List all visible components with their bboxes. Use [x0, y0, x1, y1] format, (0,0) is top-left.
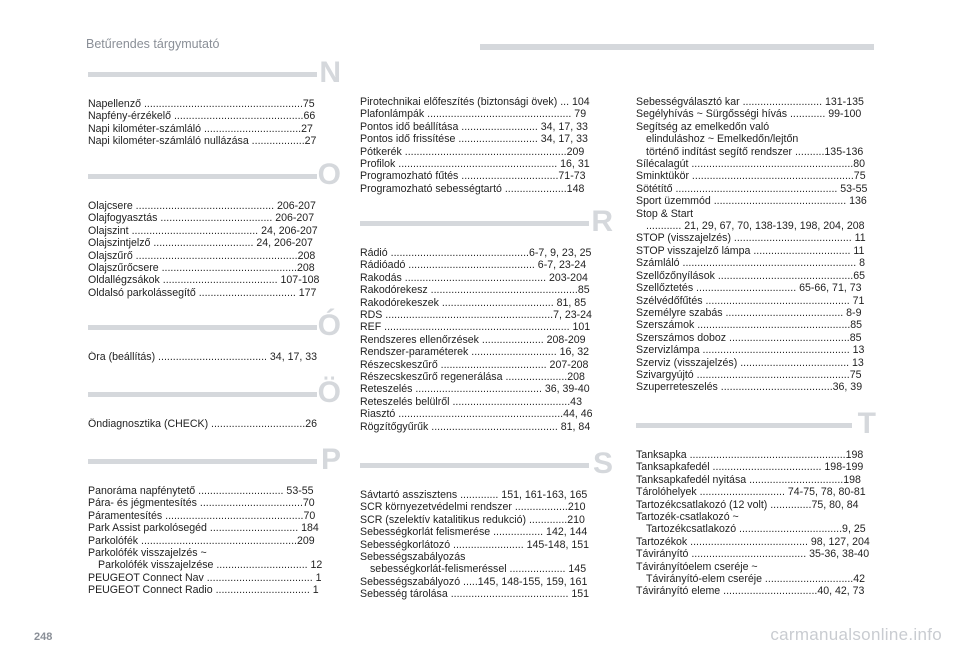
section-n	[88, 56, 343, 148]
index-entry: STOP visszajelző lámpa ................................. 11	[636, 244, 865, 257]
index-entry: Távirányító-elem cseréje ..............................42	[646, 573, 866, 586]
index-entry: Tanksapkafedél nyitása ................................198	[636, 473, 861, 486]
index-entry: Szivargyújtó ....................................................75	[636, 368, 862, 381]
index-entry: Rendszer-paraméterek ............................. 16, 32	[360, 346, 590, 359]
index-entries	[88, 351, 343, 363]
section-letter: O	[317, 158, 341, 191]
section-header	[88, 376, 343, 418]
header-decorative-bar	[480, 44, 874, 50]
index-entry: Sötétítő ....................................................... 53-55	[636, 182, 868, 195]
index-entry: Szerszámos doboz .........................................85	[636, 331, 862, 344]
index-entry: Tárolóhelyek ............................. 74-75, 78, 80-81	[636, 486, 866, 499]
index-entries	[88, 200, 343, 299]
index-entry: SCR környezetvédelmi rendszer ..................210	[360, 501, 586, 514]
index-entry: Profilok ...................................................... 16, 31	[360, 158, 590, 171]
index-entry: Tartozék-csatlakozó ~	[636, 511, 739, 524]
index-entry: Sílécalagút .......................................................80	[636, 158, 866, 171]
index-entry: Rögzítőgyűrűk ........................................... 81, 84	[360, 420, 591, 433]
section-divider	[88, 72, 317, 77]
index-entry: Rádióadó ........................................... 6-7, 23-24	[360, 259, 587, 272]
index-entry: RDS .........................................................7, 23-24	[360, 309, 592, 322]
index-entries	[360, 489, 615, 601]
index-entry: Sebességkorlát felismerése ................. 142, 144	[360, 526, 588, 539]
index-entry: Olajszintjelző .................................. 24, 206-207	[88, 237, 313, 250]
index-entry: elinduláshoz ~ Emelkedőn/lejtőn	[646, 133, 799, 146]
index-entry: Pontos idő beállítása .......................... 34, 17, 33	[360, 120, 588, 133]
index-entry: Sminktükör .......................................................75	[636, 170, 866, 183]
section-o-umlaut	[88, 376, 343, 430]
index-entry: Részecskeszűrő regenerálása .....................208	[360, 371, 585, 384]
index-entry: Parkolófék visszajelzése ............................... 12	[98, 559, 323, 572]
index-entry: Tartozékok ........................................ 98, 127, 204	[636, 535, 870, 548]
index-entry: Szerszámok ....................................................85	[636, 319, 863, 332]
index-entry: Személyre szabás ........................................ 8-9	[636, 306, 862, 319]
index-entry: Szellőztetés .................................. 65-66, 71, 73	[636, 282, 862, 295]
index-entry: Panoráma napfénytető ............................. 53-55	[88, 485, 314, 497]
index-entries	[88, 418, 343, 430]
index-entry: REF ............................................................... 101	[360, 321, 591, 334]
index-entry: Rakodórekeszek ...................................... 81, 85	[360, 296, 587, 309]
section-header	[88, 309, 343, 351]
section-letter: Ö	[317, 376, 341, 409]
index-entry: Riasztó ........................................................44, 46	[360, 408, 593, 421]
section-letter: T	[857, 407, 876, 440]
index-entry: Szuperreteszelés ......................................36, 39	[636, 381, 863, 394]
section-divider	[360, 463, 589, 468]
index-entry: Olajcsere ............................................... 206-207	[88, 200, 316, 212]
index-entry: Tanksapkafedél ..................................... 198-199	[636, 461, 864, 474]
index-entry: Távirányító eleme ................................40, 42, 73	[636, 585, 865, 598]
section-s-continued	[636, 96, 878, 394]
index-entry: Szélvédőfűtés ................................................. 71	[636, 294, 865, 307]
index-entry: Távirányítóelem cseréje ~	[636, 560, 758, 573]
index-entry: Részecskeszűrő .................................... 207-208	[360, 358, 589, 371]
index-entry: Olajszint ........................................... 24, 206-207	[88, 224, 318, 237]
index-entry: Tartozékcsatlakozó (12 volt) ..............75, 80, 84	[636, 498, 859, 511]
section-header	[88, 56, 343, 98]
index-entry: Óra (beállítás) ..................................... 34, 17, 33	[88, 351, 318, 363]
section-r	[360, 205, 615, 433]
index-entries	[636, 449, 878, 598]
index-entry: ............ 21, 29, 67, 70, 138-139, 198, 204, 208	[646, 220, 865, 233]
section-divider	[88, 174, 317, 179]
index-entry: Szerviz (visszajelzés) ..................................... 13	[636, 356, 864, 369]
index-entry: Páramentesítés ...............................................70	[88, 509, 316, 522]
index-entry: Reteszelés belülről ........................................43	[360, 395, 582, 408]
index-entry: Reteszelés ........................................... 36, 39-40	[360, 383, 590, 396]
index-entry: Rakodás ................................................ 203-204	[360, 271, 588, 284]
index-entry: Programozható fűtés .................................71-73	[360, 170, 586, 183]
section-divider	[360, 221, 589, 226]
index-entry: Stop & Start	[636, 207, 694, 220]
page-header-title: Betűrendes tárgymutató	[86, 37, 220, 51]
index-entry: Plafonlámpák ................................................. 79	[360, 108, 587, 121]
index-entry: Oldallégzsákok ....................................... 107-108	[88, 274, 320, 287]
index-entry: STOP (visszajelzés) ........................................ 11	[636, 232, 866, 245]
index-entry: Távirányító ....................................... 35-36, 38-40	[636, 548, 870, 561]
index-entry: Segélyhívás ~ Sürgősségi hívás ............ 99-100	[636, 108, 862, 121]
index-entry: Szervizlámpa .................................................. 13	[636, 344, 865, 357]
section-o-acute	[88, 309, 343, 363]
index-entry: Sávtartó asszisztens ............. 151, 161-163, 165	[360, 489, 588, 501]
index-entry: Pára- és jégmentesítés ...................................70	[88, 497, 315, 510]
section-letter: N	[319, 56, 341, 89]
index-entry: Parkolófék .....................................................209	[88, 534, 315, 547]
index-entry: Sport üzemmód ............................................. 136	[636, 195, 867, 208]
index-entry: Rendszeres ellenőrzések ..................... 208-209	[360, 333, 586, 346]
index-entries	[636, 96, 878, 394]
section-divider	[88, 325, 317, 330]
index-entry: Sebességkorlátozó ........................ 145-148, 151	[360, 538, 590, 551]
section-o	[88, 158, 343, 299]
section-letter: S	[592, 447, 613, 480]
index-entry: Sebességválasztó kar ........................... 131-135	[636, 96, 864, 108]
index-entry: Parkolófék visszajelzés ~	[88, 547, 207, 560]
section-p-continued	[360, 96, 615, 195]
index-entry: Segítség az emelkedőn való	[636, 120, 770, 133]
section-t	[636, 407, 878, 598]
index-entry: PEUGEOT Connect Nav .................................... 1	[88, 571, 322, 584]
index-entry: Napi kilométer-számláló .................................27	[88, 122, 313, 135]
index-entries	[360, 247, 615, 433]
index-entry: Rádió ...............................................6-7, 9, 23, 25	[360, 247, 592, 259]
index-entry: Tartozékcsatlakozó ...................................9, 25	[646, 523, 866, 536]
section-divider	[636, 423, 852, 428]
index-entry: Olajfogyasztás ...................................... 206-207	[88, 212, 315, 225]
section-p	[88, 443, 343, 597]
index-entries	[88, 485, 343, 597]
watermark-text: carmanualsonline.info	[770, 625, 942, 644]
index-entry: Park Assist parkolósegéd .............................. 184	[88, 522, 319, 535]
index-entry: PEUGEOT Connect Radio ................................ 1	[88, 584, 319, 597]
index-entry: történő indítást segítő rendszer ..........135-136	[646, 145, 864, 158]
section-header	[360, 447, 615, 489]
page-number: 248	[34, 631, 53, 643]
section-header	[636, 407, 878, 449]
index-entry: Pirotechnikai előfeszítés (biztonsági övek) ... 104	[360, 96, 590, 108]
index-entry: Sebességszabályozás	[360, 551, 466, 564]
index-entry: Rakodórekesz ..................................................85	[360, 284, 590, 297]
index-entry: Olajszűrőcsere ..............................................208	[88, 262, 315, 275]
section-header	[88, 443, 343, 485]
section-header	[88, 158, 343, 200]
section-letter: R	[591, 205, 613, 238]
index-entry: sebességkorlát-felismeréssel ................... 145	[370, 563, 587, 576]
section-header	[360, 205, 615, 247]
section-divider	[88, 459, 317, 464]
index-entry: Öndiagnosztika (CHECK) ................................26	[88, 418, 318, 430]
index-entry: Olajszűrő .......................................................208	[88, 249, 316, 262]
index-entry: Sebesség tárolása ........................................ 151	[360, 588, 590, 601]
index-entry: Szellőzőnyílások ..............................................65	[636, 269, 866, 282]
section-letter: P	[320, 443, 341, 476]
section-letter: Ó	[317, 309, 341, 342]
index-entry: Napellenző ......................................................75	[88, 98, 315, 110]
index-entries	[88, 98, 343, 148]
index-entry: Tanksapka .....................................................198	[636, 449, 864, 461]
index-entry: Programozható sebességtartó .....................148	[360, 182, 585, 195]
index-entry: Pontos idő frissítése ........................... 34, 17, 33	[360, 133, 588, 146]
index-entry: Sebességszabályozó .....145, 148-155, 159, 161	[360, 575, 588, 588]
index-entry: Oldalsó parkolássegítő ................................. 177	[88, 286, 317, 299]
section-divider	[88, 392, 317, 397]
index-entry: SCR (szelektív katalitikus redukció) .............210	[360, 513, 585, 526]
index-entry: Napfény-érzékelő ............................................66	[88, 110, 316, 123]
index-entry: Pótkerék .......................................................209	[360, 145, 585, 158]
index-entry: Számláló ........................................................... 8	[636, 257, 866, 270]
index-entries	[360, 96, 615, 195]
index-entry: Napi kilométer-számláló nullázása ..................27	[88, 135, 317, 148]
section-s	[360, 447, 615, 601]
